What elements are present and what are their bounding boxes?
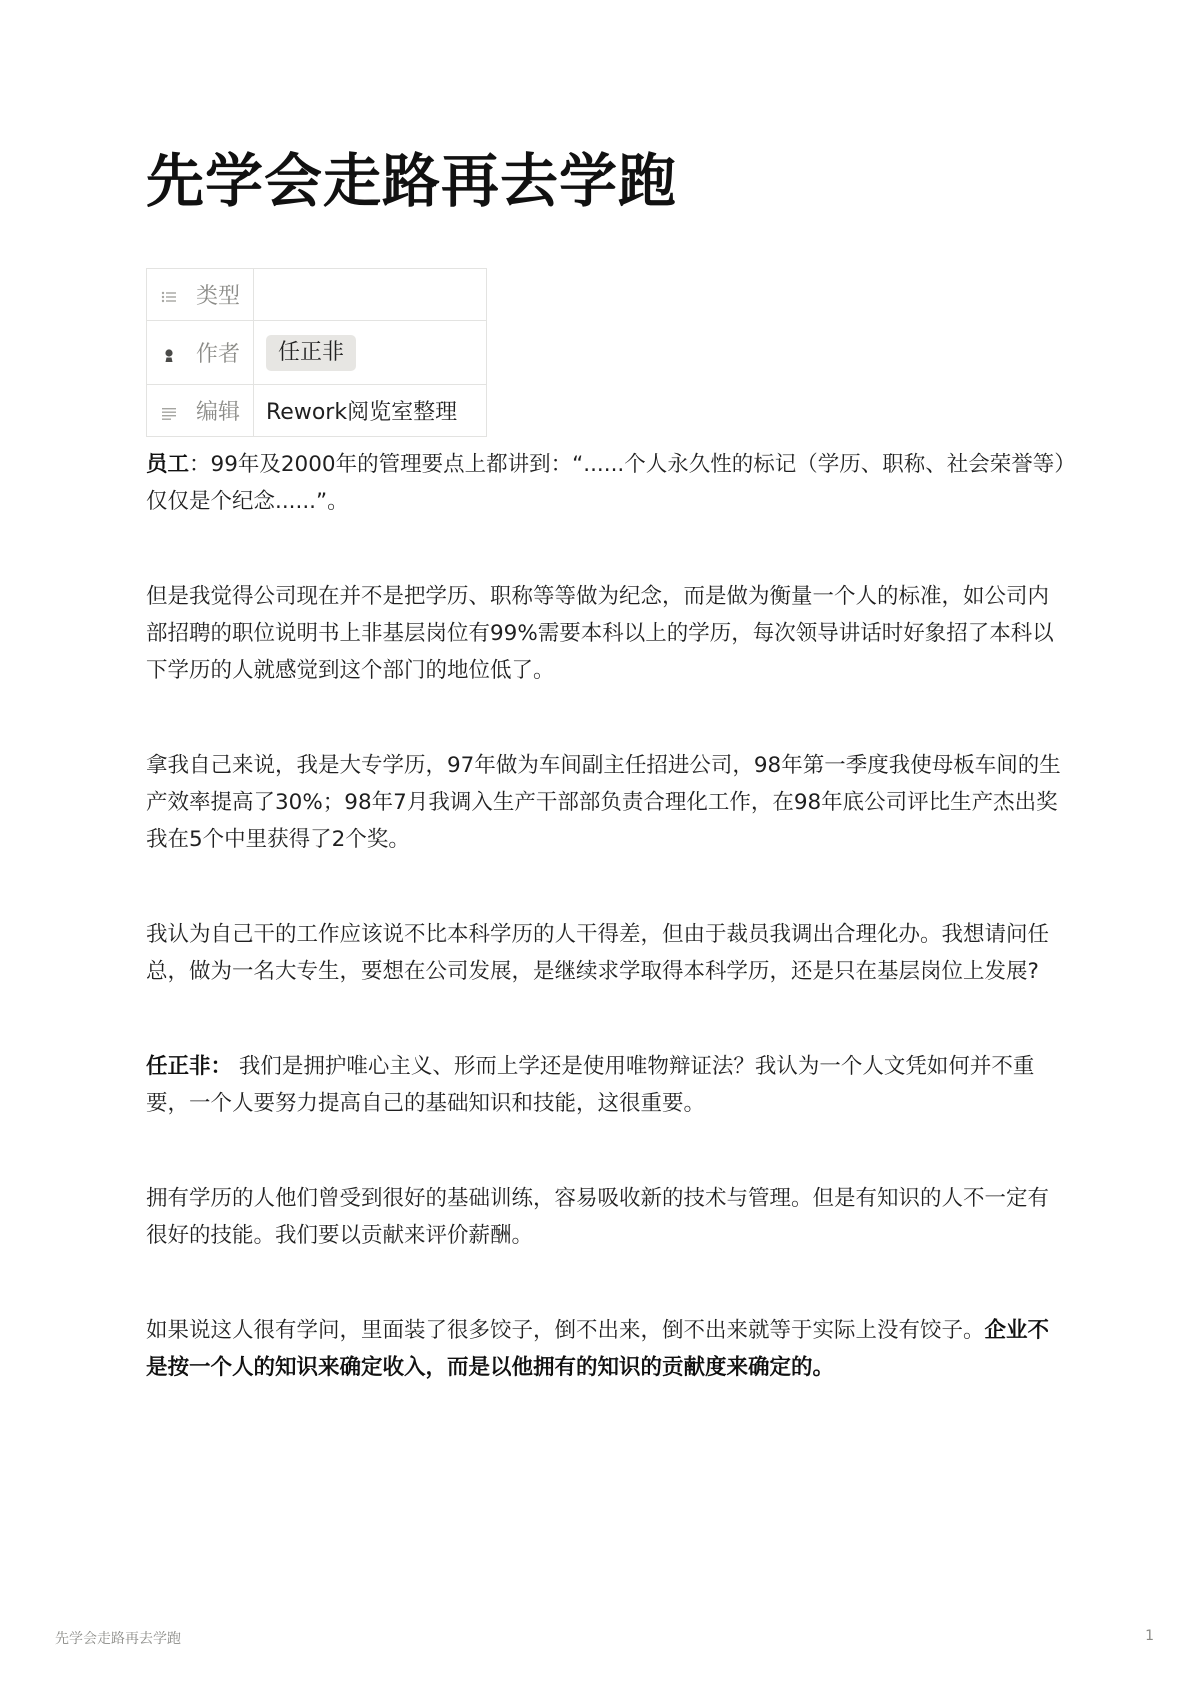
property-key-cell [147,321,254,385]
list-icon [161,286,177,302]
property-key: 编辑 [196,400,241,425]
paragraph-text: 拥有学历的人他们曾受到很好的基础训练，容易吸收新的技术与管理。但是有知识的人不一定有很好的技能。我们要以贡献来评价薪酬。 [146,1186,1050,1248]
property-key-cell [147,385,254,437]
paragraph [146,1048,1066,1122]
property-key-cell [147,269,254,321]
paragraph [146,1312,1066,1386]
paragraph [146,578,1066,689]
page-title: 先学会走路再去学跑 [146,147,678,215]
property-value-cell[interactable] [254,269,487,321]
document-body [146,446,1066,1444]
paragraph-text: 我们是拥护唯心主义、形而上学还是使用唯物辩证法？我认为一个人文凭如何并不重要，一个人要努力提高自己的基础知识和技能，这很重要。 [146,1054,1035,1116]
property-key: 类型 [196,284,241,309]
paragraph [146,1180,1066,1254]
paragraph [146,747,1066,858]
paragraph-text: 但是我觉得公司现在并不是把学历、职称等等做为纪念，而是做为衡量一个人的标准，如公司内部招聘的职位说明书上非基层岗位有99%需要本科以上的学历，每次领导讲话时好象招了本科以下学历的人就感觉到这个部门的地位低了。 [146,584,1054,683]
paragraph-text: 拿我自己来说，我是大专学历，97年做为车间副主任招进公司，98年第一季度我使母板车间的生产效率提高了30%；98年7月我调入生产干部部负责合理化工作，在98年底公司评比生产杰出奖我在5个中里获得了2个奖。 [146,753,1061,852]
text-lines-icon [161,402,177,418]
author-tag[interactable]: 任正非 [266,335,356,371]
speaker-label: 员工 [146,452,190,477]
speaker-label: 任正非： [146,1054,233,1079]
properties-table [146,268,487,437]
property-value: Rework阅览室整理 [266,400,458,425]
property-value-cell[interactable] [254,321,487,385]
person-icon [161,344,177,360]
paragraph [146,446,1066,520]
paragraph-text: 我认为自己干的工作应该说不比本科学历的人干得差，但由于裁员我调出合理化办。我想请问任总，做为一名大专生，要想在公司发展，是继续求学取得本科学历，还是只在基层岗位上发展? [146,922,1050,984]
property-row-type [147,269,487,321]
property-value-cell[interactable] [254,385,487,437]
page-number: 1 [1145,1628,1154,1644]
footer-document-title: 先学会走路再去学跑 [55,1631,181,1647]
paragraph-text: ：99年及2000年的管理要点上都讲到：“......个人永久性的标记（学历、职称、社会荣誉等）仅仅是个纪念......”。 [146,452,1065,514]
paragraph [146,916,1066,990]
emphasis-text: 企业不是按一个人的知识来确定收入，而是以他拥有的知识的贡献度来确定的。 [146,1318,1050,1380]
property-row-author [147,321,487,385]
paragraph-text: 如果说这人很有学问，里面装了很多饺子，倒不出来，倒不出来就等于实际上没有饺子。 [146,1318,985,1343]
property-key: 作者 [196,342,241,367]
property-row-editor [147,385,487,437]
